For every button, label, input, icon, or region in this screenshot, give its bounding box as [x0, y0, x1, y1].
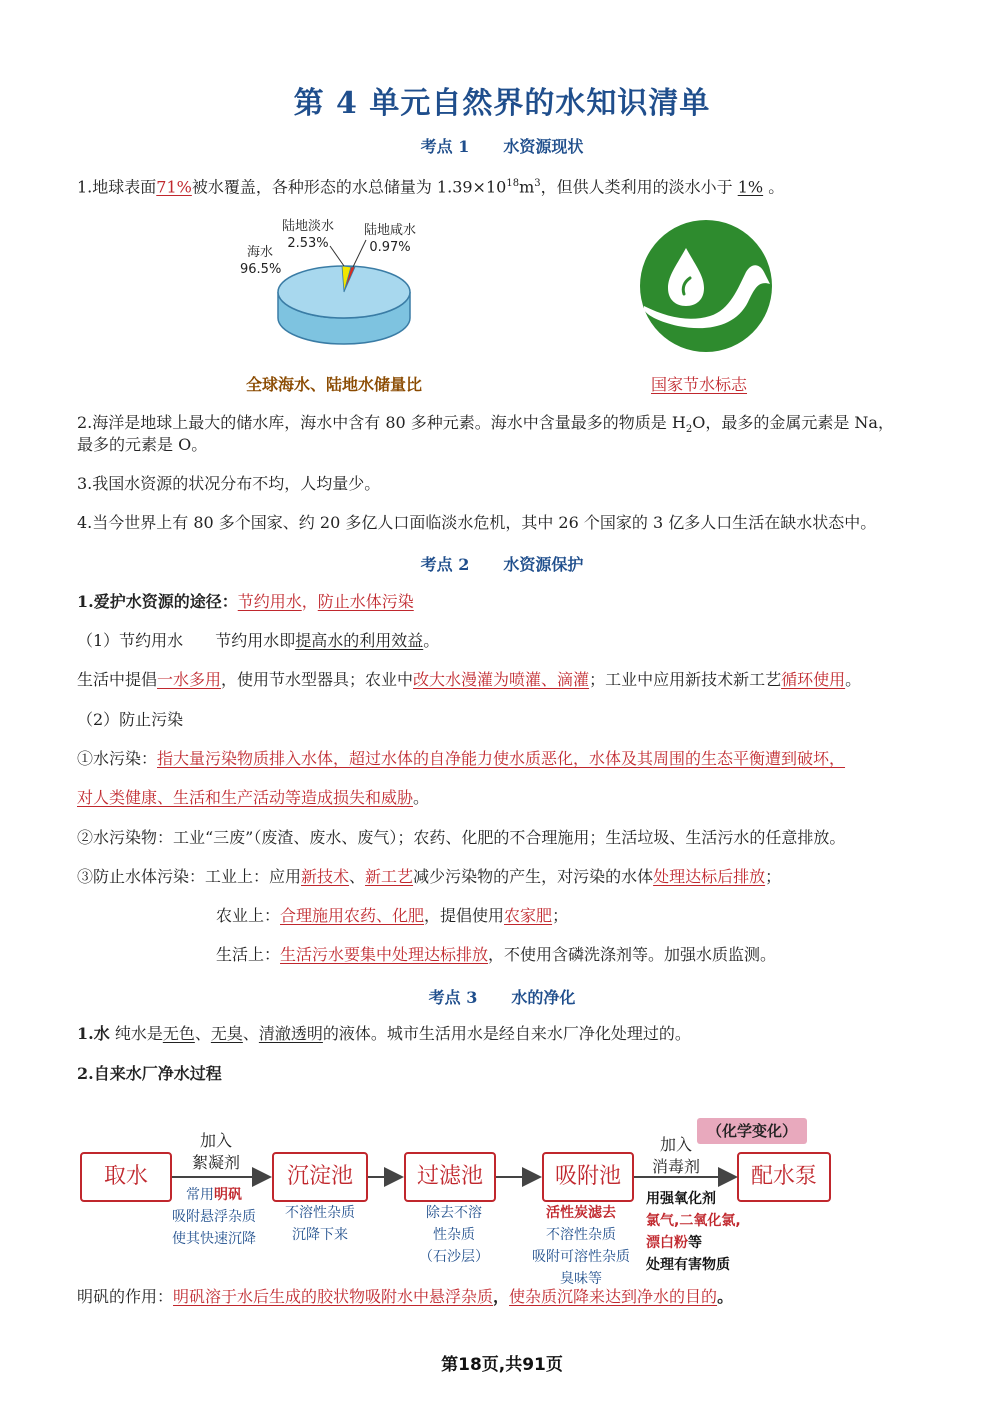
note-sedimentation: 不溶性杂质 沉降下来: [285, 1205, 355, 1243]
step-distribution-pump: 配水泵: [737, 1152, 831, 1202]
note-filtration: 除去不溶 性杂质 （石沙层）: [419, 1205, 489, 1265]
step-adsorption: 吸附池: [542, 1152, 634, 1202]
page-footer: 第18页,共91页: [441, 1355, 563, 1375]
paragraph-1-3: 3.我国水资源的状况分布不均，人均量少。: [77, 474, 381, 493]
note-disinfection: 用强氧化剂 氯气,二氧化氯, 漂白粉等 处理有害物质: [646, 1191, 741, 1273]
answer-blank: 1%: [737, 177, 764, 197]
paragraph-2-5-cont: 对人类健康、生活和生产活动等造成损失和威胁。: [77, 788, 430, 807]
section-heading-3: [0, 985, 1004, 1008]
paragraph-alum: 明矾的作用：明矾溶于水后生成的胶状物吸附水中悬浮杂质，使杂质沉降来达到净水的目的。: [77, 1287, 734, 1306]
add-flocculant-label: 加入 絮凝剂: [191, 1131, 240, 1172]
paragraph-2-1: 1.爱护水资源的途径：节约用水，防止水体污染: [77, 592, 414, 611]
paragraph-3-1: 1.水 纯水是无色、无臭、清澈透明的液体。城市生活用水是经自来水厂净化处理过的。: [77, 1024, 691, 1043]
note-adsorption: 活性炭滤去 不溶性杂质 吸附可溶性杂质 臭味等: [532, 1205, 630, 1287]
section-number: 考点 3: [428, 988, 478, 1007]
page-title: 第 4 单元自然界的水知识清单: [293, 86, 711, 121]
chemical-change-tag: （化学变化）: [697, 1118, 807, 1144]
section-name: 水资源保护: [503, 555, 584, 574]
pie-label-sea: 海水 96.5%: [240, 245, 282, 277]
paragraph-2-2: （1）节约用水 节约用水即提高水的利用效益。: [77, 631, 440, 650]
paragraph-2-8: 农业上：合理施用农药、化肥，提倡使用农家肥；: [216, 906, 569, 925]
note-flocculant: 常用明矾 吸附悬浮杂质 使其快速沉降: [172, 1187, 256, 1247]
section-number: 考点 1: [420, 137, 470, 156]
add-disinfectant-label: 加入 消毒剂: [651, 1135, 700, 1176]
section-heading-1: [0, 134, 1004, 157]
pie-caption: 全球海水、陆地水储量比: [246, 375, 423, 394]
step-intake: 取水: [80, 1152, 172, 1202]
section-name: 水资源现状: [503, 137, 584, 156]
paragraph-2-3: 生活中提倡一水多用，使用节水型器具；农业中改大水漫灌为喷灌、滴灌；工业中应用新技术新工艺循环使用。: [77, 670, 862, 689]
answer-blank: 71%: [156, 177, 192, 197]
paragraph-1-2-cont: 最多的元素是 O。: [77, 435, 208, 454]
section-number: 考点 2: [420, 555, 470, 574]
paragraph-1-1: 1.地球表面71%被水覆盖，各种形态的水总储量为 $1.39\times 10^{18}m^3$，但供人类利用的淡水小于 1% 。: [77, 177, 785, 197]
paragraph-2-5: ①水污染：指大量污染物质排入水体，超过水体的自净能力使水质恶化，水体及其周围的生态平衡遭到破坏，: [77, 749, 846, 768]
section-name: 水的净化: [511, 988, 576, 1007]
paragraph-2-6: ②水污染物：工业“三废”（废渣、废水、废气）；农药、化肥的不合理施用；生活垃圾、生活污水的任意排放。: [77, 828, 846, 847]
paragraph-3-2: 2.自来水厂净水过程: [77, 1064, 222, 1083]
step-sedimentation: 沉淀池: [272, 1152, 368, 1202]
section-heading-2: [0, 552, 1004, 575]
paragraph-2-9: 生活上：生活污水要集中处理达标排放，不使用含磷洗涤剂等。加强水质监测。: [216, 945, 777, 964]
step-filtration: 过滤池: [404, 1152, 496, 1202]
paragraph-2-7: ③防止水体污染：工业上：应用新技术、新工艺减少污染物的产生，对污染的水体处理达标后排放；: [77, 867, 782, 886]
pie-label-fresh: 陆地淡水 2.53%: [281, 219, 334, 251]
logo-caption: 国家节水标志: [651, 375, 748, 394]
paragraph-1-4: 4.当今世界上有 80 多个国家、约 20 多亿人口面临淡水危机，其中 26 个国家的 3 亿多人口生活在缺水状态中。: [77, 513, 877, 532]
paragraph-1-2: 2.海洋是地球上最大的储水库，海水中含有 80 多种元素。海水中含量最多的物质是 $H_2O$，最多的金属元素是 Na，: [77, 413, 894, 436]
pie-label-salt: 陆地咸水 0.97%: [363, 223, 416, 255]
paragraph-2-4: （2）防止污染: [77, 710, 184, 729]
water-saving-logo: [638, 218, 774, 354]
